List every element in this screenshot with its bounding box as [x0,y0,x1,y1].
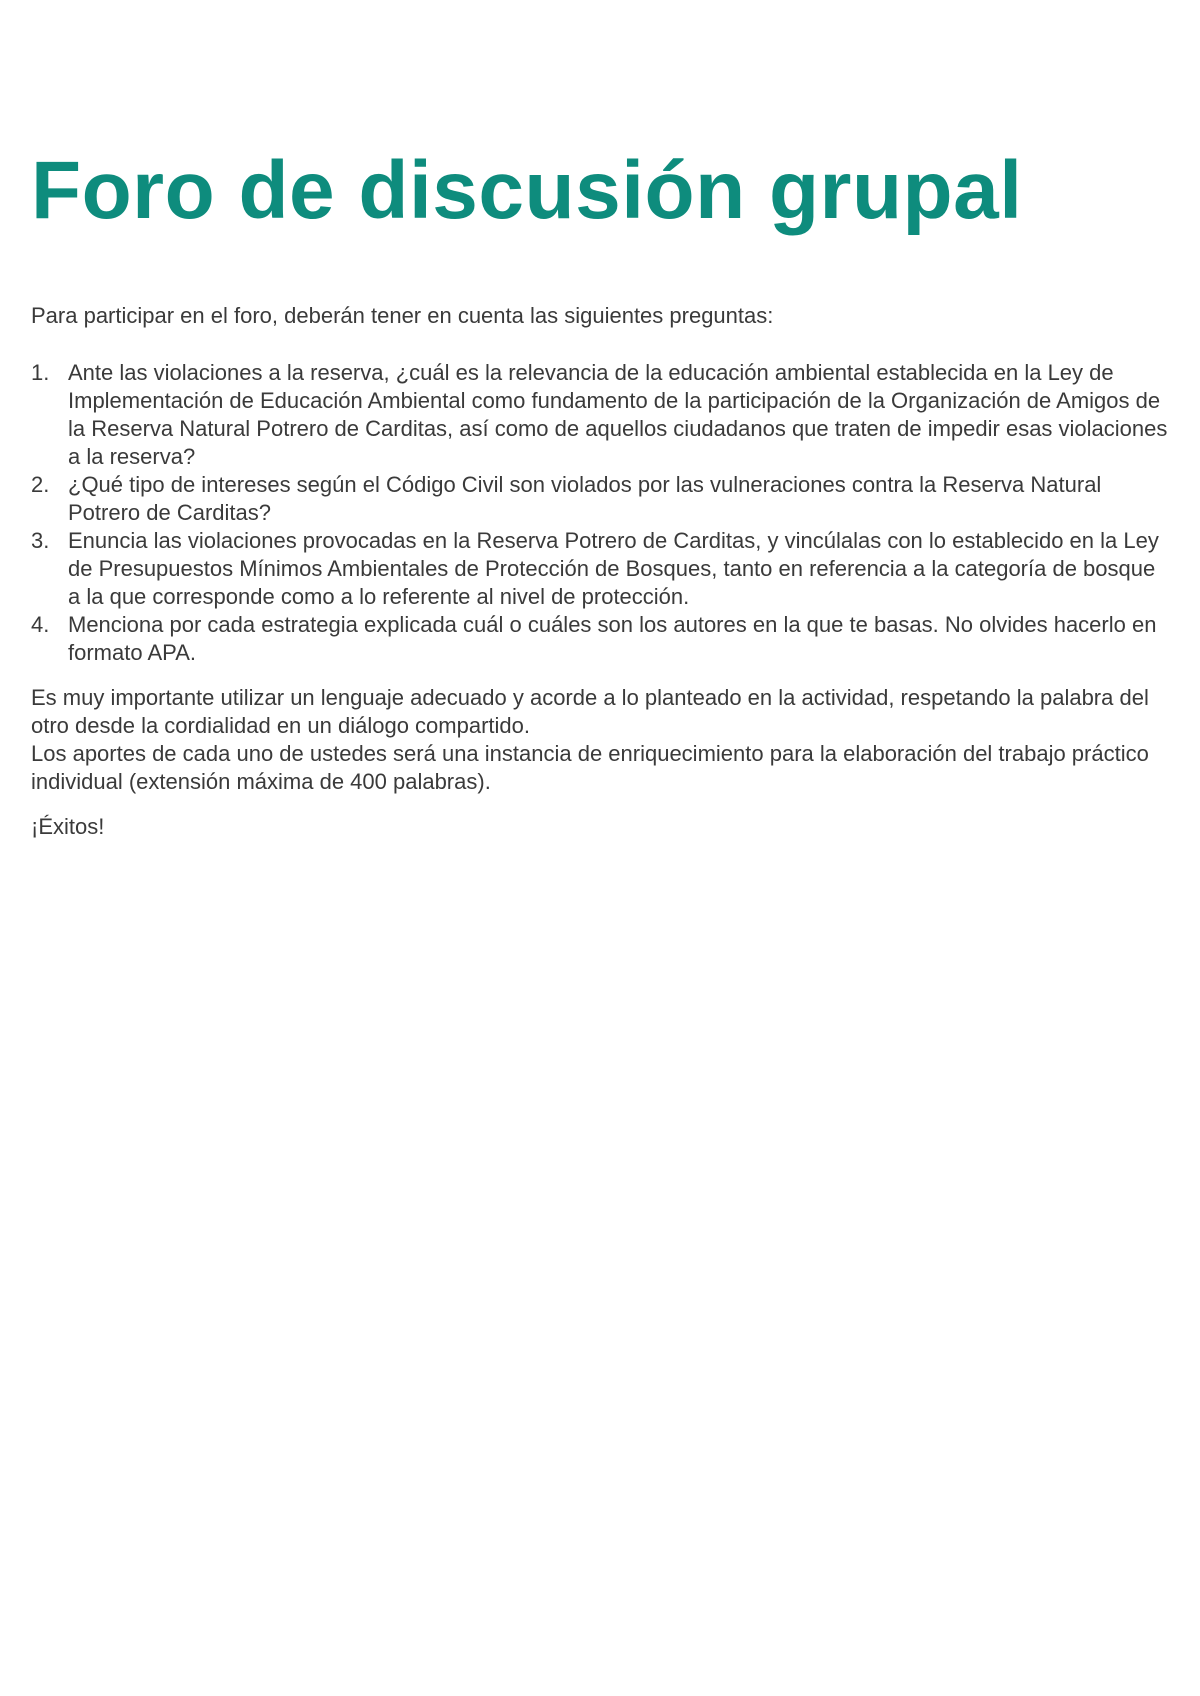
question-text: Ante las violaciones a la reserva, ¿cuál es la relevancia de la educación ambiental establecida en la Ley de Implementación de Educación Ambiental como fundamento de la participación de la Organización de Amigos de la Reserva Natural Potrero de Carditas, así como de aquellos ciudadanos que traten de impedir esas violaciones a la reserva? [68,360,1168,469]
question-item-1 [31,359,1171,471]
document-page [31,145,1171,841]
question-item-2 [31,471,1171,527]
question-text: Enuncia las violaciones provocadas en la Reserva Potrero de Carditas, y vincúlalas con lo establecido en la Ley de Presupuestos Mínimos Ambientales de Protección de Bosques, tanto en referencia a la categoría de bosque a la que corresponde como a lo referente al nivel de protección. [68,528,1159,609]
question-number: 3. [31,528,50,553]
guideline-paragraph: Los aportes de cada uno de ustedes será una instancia de enriquecimiento para la elaboración del trabajo práctico individual (extensión máxima de 400 palabras). [31,741,1149,794]
question-number: 2. [31,472,50,497]
questions-list [31,359,1171,667]
question-number: 4. [31,612,50,637]
intro-text: Para participar en el foro, deberán tener en cuenta las siguientes preguntas: [31,303,774,328]
guideline-paragraph: Es muy importante utilizar un lenguaje adecuado y acorde a lo planteado en la actividad, respetando la palabra del otro desde la cordialidad en un diálogo compartido. [31,685,1149,738]
question-item-3 [31,527,1171,611]
page-title: Foro de discusión grupal [31,145,1023,236]
guidelines-block [31,684,1171,796]
question-text: ¿Qué tipo de intereses según el Código Civil son violados por las vulneraciones contra la Reserva Natural Potrero de Carditas? [68,472,1102,525]
question-number: 1. [31,360,50,385]
closing-text: ¡Éxitos! [31,814,105,839]
question-text: Menciona por cada estrategia explicada cuál o cuáles son los autores en la que te basas. No olvides hacerlo en formato APA. [68,612,1157,665]
question-item-4 [31,611,1171,667]
